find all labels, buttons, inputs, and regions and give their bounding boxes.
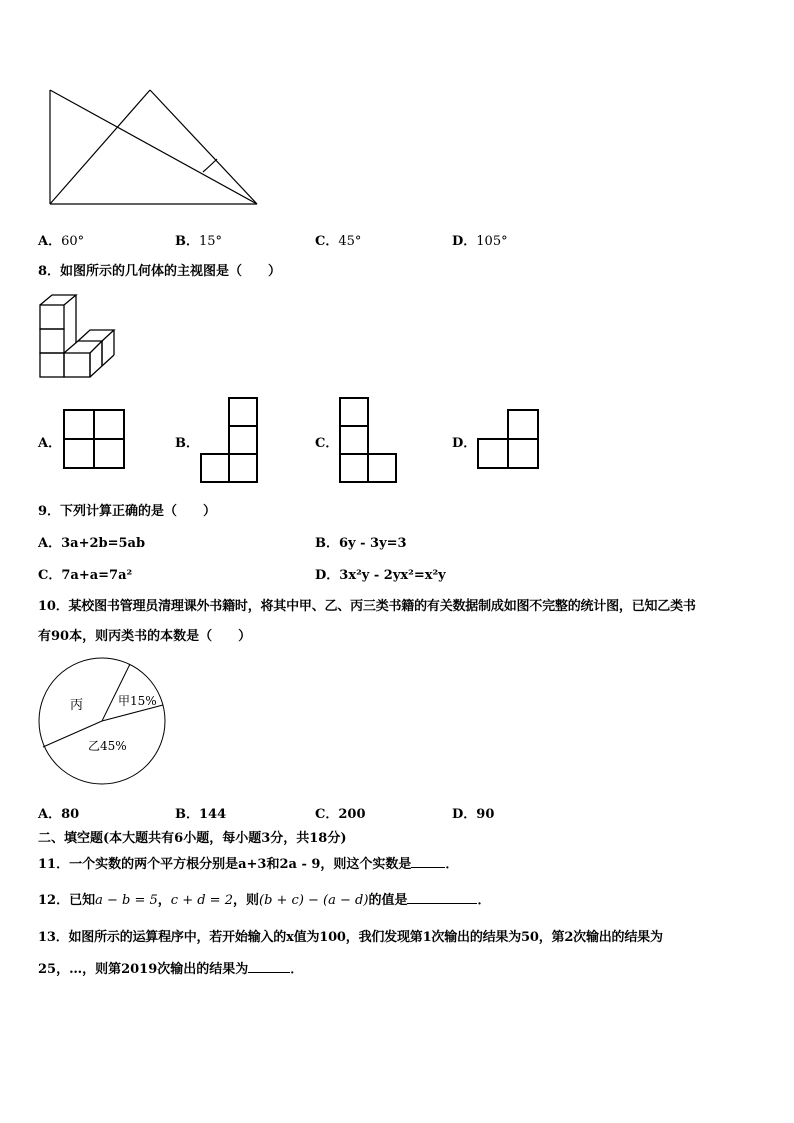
pie-label-bing: 丙 [70,698,84,713]
q8-stem: 8．如图所示的几何体的主视图是（ ） [38,264,282,279]
option-letter: D． [452,234,477,249]
q11-end: ． [445,857,459,872]
section2-heading: 二、填空题(本大题共有6小题，每小题3分，共18分) [38,831,347,846]
option-text: 15° [199,234,223,249]
q10-option-b[interactable] [175,803,226,822]
q10-stem-line1: 10．某校图书管理员清理课外书籍时，将其中甲、乙、丙三类书籍的有关数据制成如图不完整的统计图，已知乙类书 [38,599,696,614]
option-text: 90 [476,807,495,822]
q12-eq1: a − b = 5 [95,893,158,908]
option-letter: B． [175,807,199,822]
option-letter: D． [452,436,477,451]
pie-label-yi: 乙45% [88,739,127,753]
option-text: 45° [338,234,362,249]
q10-stem-line2: 有90本，则丙类书的本数是（ ） [38,629,252,644]
q11-stem [38,853,458,872]
pie-label-jia: 甲15% [118,694,157,708]
option-letter: C． [38,568,62,583]
option-text: 105° [476,234,508,249]
option-text: 80 [61,807,80,822]
option-letter: C． [315,234,339,249]
option-letter: C． [315,807,339,822]
q12-mid: ，则 [232,893,259,908]
q13-stem-line2 [38,958,303,977]
option-letter: A． [38,807,62,822]
option-letter: A． [38,436,62,451]
q11-text: 11．一个实数的两个平方根分别是a+3和2a - 9，则这个实数是 [38,857,412,872]
q9-stem: 9．下列计算正确的是（ ） [38,504,217,519]
option-letter: B． [315,536,339,551]
option-text: 144 [199,807,227,822]
option-letter: D． [315,568,340,583]
option-text: 3x²y - 2yx²=x²y [339,568,446,583]
q12-stem [38,889,490,908]
option-letter: A． [38,536,62,551]
q10-option-d[interactable] [452,803,494,822]
q12-eq2: c + d = 2 [170,893,233,908]
q13-stem-line1: 13．如图所示的运算程序中，若开始输入的x值为100，我们发现第1次输出的结果为50，第2次输出的结果为 [38,930,663,945]
q12-suffix: 的值是 [368,893,408,908]
option-letter: A． [38,234,62,249]
q12-prefix: 12．已知 [38,893,96,908]
q10-option-c[interactable] [315,803,366,822]
option-letter: B． [175,436,199,451]
q12-expr: (b + c) − (a − d) [259,893,369,908]
q12-sep: ， [157,893,171,908]
option-text: 6y - 3y=3 [339,536,407,551]
option-text: 60° [61,234,85,249]
q13-text: 25，…，则第2019次输出的结果为 [38,962,249,977]
option-letter: B． [175,234,199,249]
q13-end: ． [290,962,304,977]
q12-end: ． [477,893,491,908]
q12-answer-blank[interactable] [407,891,477,904]
option-letter: D． [452,807,477,822]
option-text: 3a+2b=5ab [61,536,146,551]
q11-answer-blank[interactable] [411,855,445,868]
option-letter: C． [315,436,339,451]
option-text: 7a+a=7a² [61,568,133,583]
option-text: 200 [338,807,366,822]
q13-answer-blank[interactable] [248,960,290,973]
q10-option-a[interactable] [38,803,79,822]
